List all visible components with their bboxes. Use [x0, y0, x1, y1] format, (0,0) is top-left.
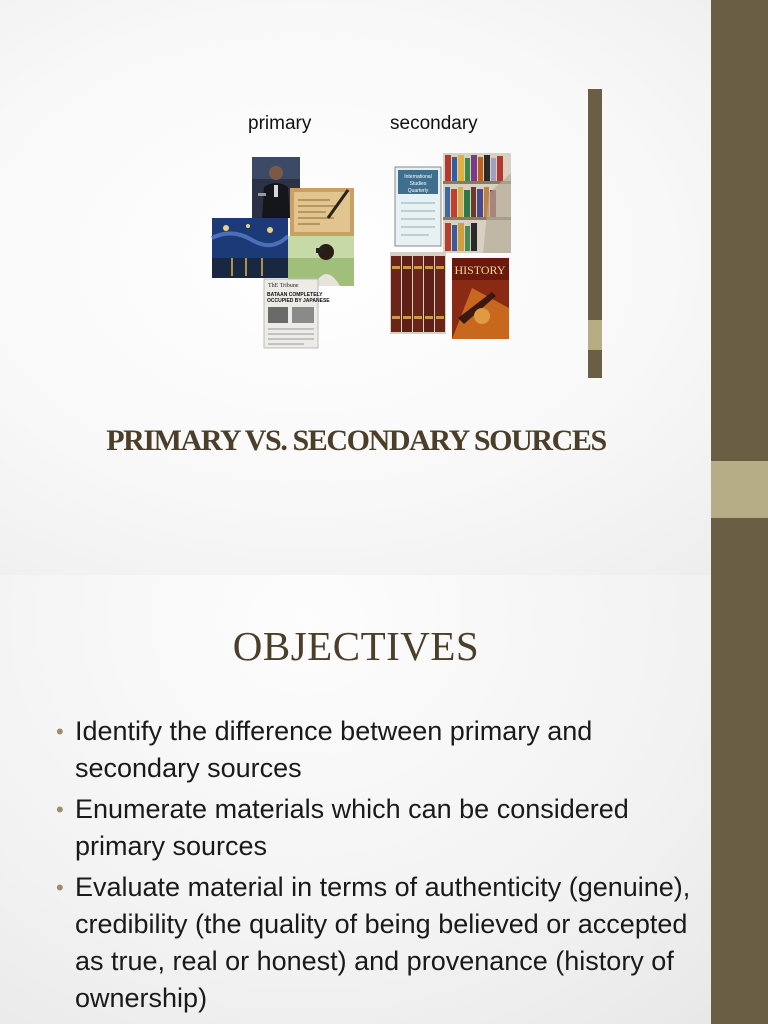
objective-text: Enumerate materials which can be considered primary sources — [75, 794, 629, 861]
slide-1-title: PRIMARY VS. SECONDARY SOURCES — [106, 424, 606, 457]
objectives-list — [54, 713, 694, 1021]
side-band-accent — [711, 461, 768, 518]
svg-text:Studies: Studies — [409, 181, 427, 187]
objective-text: Identify the difference between primary and secondary sources — [75, 716, 593, 783]
library-shelves-photo — [443, 153, 511, 253]
secondary-caption: secondary — [390, 113, 478, 134]
list-item — [54, 713, 694, 787]
svg-text:BATAAN COMPLETELY: BATAAN COMPLETELY — [267, 292, 323, 298]
svg-text:OCCUPIED BY JAPANESE: OCCUPIED BY JAPANESE — [267, 298, 330, 304]
handwritten-letter-photo — [290, 188, 354, 236]
list-item — [54, 791, 694, 865]
objective-text: Evaluate material in terms of authenticity (genuine), credibility (the quality of being believed or accepted as true, real or honest) and provenance (history of ownership) — [75, 872, 691, 1013]
svg-text:ThE Tribune: ThE Tribune — [268, 283, 299, 289]
starry-night-painting — [212, 218, 288, 278]
svg-text:HISTORY: HISTORY — [454, 263, 506, 277]
primary-caption: primary — [248, 113, 312, 134]
bullet-marker: • — [56, 875, 64, 900]
slide-2-title: OBJECTIVES — [232, 623, 480, 669]
journal-cover — [395, 167, 441, 246]
svg-text:Quarterly: Quarterly — [407, 188, 429, 194]
newspaper-photo — [264, 279, 330, 348]
bullet-marker: • — [56, 797, 64, 822]
history-book-cover — [452, 258, 509, 339]
bound-volumes-photo — [390, 252, 446, 334]
svg-text:International: International — [404, 174, 432, 180]
image-frame-bar-accent — [588, 320, 602, 350]
bullet-marker: • — [56, 719, 64, 744]
list-item — [54, 869, 694, 1017]
